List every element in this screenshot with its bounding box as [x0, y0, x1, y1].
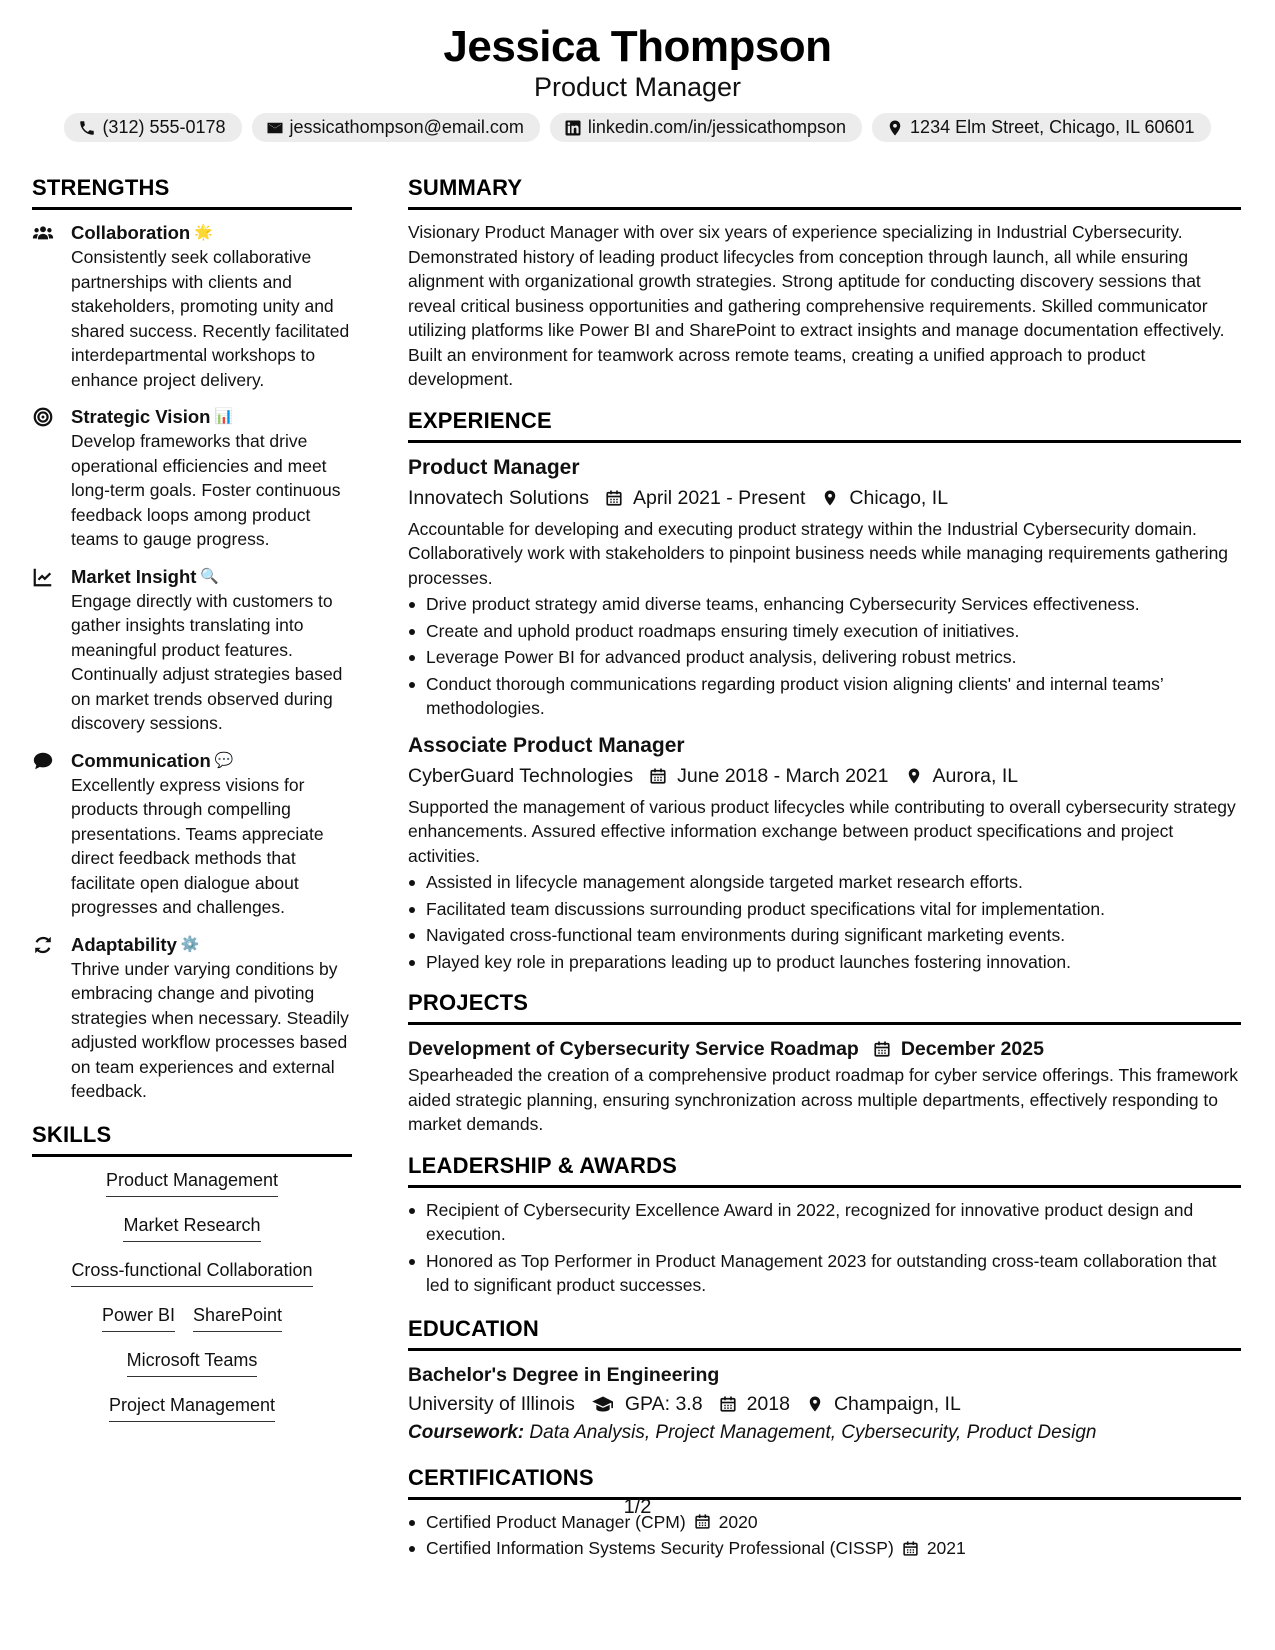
skills-heading: SKILLS: [32, 1122, 352, 1157]
education-heading: EDUCATION: [408, 1316, 1241, 1351]
linkedin-pill[interactable]: [550, 113, 862, 142]
right-column: [408, 175, 1241, 1561]
skill-row: [127, 1347, 258, 1392]
certifications-heading: CERTIFICATIONS: [408, 1465, 1241, 1500]
certification-name: Certified Information Systems Security Professional (CISSP): [426, 1538, 894, 1558]
summary-heading: SUMMARY: [408, 175, 1241, 210]
skill-tag: Project Management: [109, 1392, 275, 1422]
magnifier-emoji-icon: 🔍: [200, 567, 220, 585]
address-pill: [872, 113, 1211, 142]
job-bullets: [408, 870, 1241, 974]
sync-icon: [32, 934, 54, 956]
skill-row: [106, 1167, 278, 1212]
target-icon: [32, 406, 54, 428]
strengths-heading: STRENGTHS: [32, 175, 352, 210]
job-meta: [408, 761, 1241, 791]
certification-item: [408, 1536, 1241, 1561]
users-icon: [32, 222, 54, 244]
award-item: Recipient of Cybersecurity Excellence Award in 2022, recognized for innovative product design and execution.: [408, 1198, 1241, 1247]
experience-heading: EXPERIENCE: [408, 408, 1241, 443]
strength-item: [32, 564, 352, 736]
page-number: 1/2: [623, 1496, 652, 1518]
map-marker-icon: [886, 119, 904, 137]
certification-year: 2020: [718, 1511, 758, 1532]
bar-chart-emoji-icon: 📊: [214, 408, 234, 425]
calendar-icon: [902, 1540, 919, 1557]
candidate-role: Product Manager: [533, 72, 742, 102]
degree-title: Bachelor's Degree in Engineering: [408, 1363, 720, 1386]
leadership-list: [408, 1198, 1241, 1298]
strength-desc: Excellently express visions for products through compelling presentations. Teams appreciate direct feedback methods that facilitate open dialogue about progresses and challenges.: [71, 774, 324, 917]
comment-icon: [32, 750, 54, 772]
job-location: Aurora, IL: [932, 764, 1019, 787]
job-company: CyberGuard Technologies: [408, 764, 634, 787]
strength-item: [32, 748, 352, 920]
project-date: December 2025: [900, 1038, 1044, 1060]
job-bullet: Played key role in preparations leading up to product launches fostering innovation.: [408, 950, 1241, 975]
job-bullets: [408, 592, 1241, 721]
strength-desc: Consistently seek collaborative partnerships with clients and stakeholders, promoting unity and shared success. Recently facilitated interdepartmental workshops to enhance project delivery.: [71, 247, 350, 390]
email-text: jessicathompson@email.com: [289, 117, 524, 137]
skills-list: [32, 1167, 352, 1437]
address-text: 1234 Elm Street, Chicago, IL 60601: [910, 117, 1195, 137]
coursework-label: Coursework:: [408, 1421, 525, 1443]
job-entry: [408, 453, 1241, 721]
school-location: Champaign, IL: [833, 1392, 961, 1415]
candidate-name: Jessica Thompson: [443, 22, 832, 71]
job-bullet: Drive product strategy amid diverse teams, enhancing Cybersecurity Services effectiveness.: [408, 592, 1241, 617]
education-meta: [408, 1389, 1241, 1419]
job-bullet: Leverage Power BI for advanced product analysis, delivering robust metrics.: [408, 645, 1241, 670]
project-name: Development of Cybersecurity Service Roadmap: [408, 1038, 859, 1060]
strength-item: [32, 932, 352, 1104]
project-description: Spearheaded the creation of a comprehensive product roadmap for cyber service offerings. This framework aided strategic planning, ensuring synchronization across multiple departments, effectively responding to market demands.: [408, 1065, 1239, 1134]
job-dates: June 2018 - March 2021: [677, 764, 889, 787]
contact-bar: [0, 113, 1275, 142]
certification-year: 2021: [926, 1538, 966, 1558]
phone-pill[interactable]: [64, 113, 241, 142]
job-bullet: Assisted in lifecycle management alongside targeted market research efforts.: [408, 870, 1241, 895]
project-entry: [408, 1035, 1241, 1137]
gpa: GPA: 3.8: [624, 1392, 703, 1415]
skill-tag: Power BI: [102, 1302, 175, 1332]
project-header: [408, 1035, 1241, 1063]
strength-desc: Develop frameworks that drive operational efficiencies and meet long-term goals. Foster continuous feedback loops among product teams to gauge progress.: [71, 431, 341, 549]
envelope-icon: [266, 119, 284, 137]
skill-tag: Microsoft Teams: [127, 1347, 258, 1377]
map-marker-icon: [905, 767, 923, 785]
school-name: University of Illinois: [408, 1392, 575, 1415]
strength-title: Collaboration: [71, 222, 191, 243]
job-title: Associate Product Manager: [408, 733, 685, 757]
job-entry: [408, 731, 1241, 975]
certification-name: Certified Product Manager (CPM): [426, 1511, 686, 1532]
map-marker-icon: [821, 489, 839, 507]
job-meta: [408, 483, 1241, 513]
summary-text: Visionary Product Manager with over six years of experience specializing in Industrial Cybersecurity. Demonstrated history of leading product lifecycles from conception through launch, all while ensuring alignment with organizational growth strategies. Strong aptitude for conducting discovery sessions that reveal critical business opportunities and gathering comprehensive requirements. Skilled communicator utilizing platforms like Power BI and SharePoint to extract insights and manage documentation effectively. Built an environment for teamwork across remote teams, creating a unified approach to product development.: [408, 222, 1225, 389]
skill-tag: Market Research: [123, 1212, 260, 1242]
phone-icon: [78, 119, 96, 137]
calendar-icon: [873, 1040, 891, 1058]
job-company: Innovatech Solutions: [408, 486, 590, 509]
job-title: Product Manager: [408, 455, 580, 479]
strength-desc: Engage directly with customers to gather insights translating into meaningful product features. Continually adjust strategies based on market trends observed during discovery sessions.: [71, 590, 343, 733]
strength-item: [32, 220, 352, 392]
speech-bubble-emoji-icon: 💬: [214, 751, 234, 769]
gear-emoji-icon: ⚙️: [180, 935, 200, 953]
job-bullet: Conduct thorough communications regarding product vision aligning clients' and internal teams’ methodologies.: [408, 672, 1241, 721]
education-entry: [408, 1361, 1241, 1447]
skill-tag: SharePoint: [193, 1302, 282, 1332]
map-marker-icon: [806, 1395, 824, 1413]
linkedin-text: linkedin.com/in/jessicathompson: [587, 117, 847, 137]
job-bullet: Create and uphold product roadmaps ensuring timely execution of initiatives.: [408, 619, 1241, 644]
chart-line-icon: [32, 566, 54, 588]
job-location: Chicago, IL: [849, 486, 949, 509]
coursework-list: Data Analysis, Project Management, Cybersecurity, Product Design: [529, 1421, 1097, 1443]
job-description: Supported the management of various product lifecycles while contributing to overall cybersecurity strategy enhancements. Assured effective information exchange between product specifications and project activities.: [408, 796, 1236, 866]
job-bullet: Facilitated team discussions surrounding product specifications vital for implementation.: [408, 897, 1241, 922]
email-pill[interactable]: [252, 113, 540, 142]
projects-heading: PROJECTS: [408, 990, 1241, 1025]
skill-tag: Product Management: [106, 1167, 278, 1197]
phone-text: (312) 555-0178: [102, 117, 226, 137]
job-dates: April 2021 - Present: [633, 486, 806, 509]
award-item: Honored as Top Performer in Product Management 2023 for outstanding cross-team collaboration that led to significant product successes.: [408, 1249, 1241, 1298]
strength-title: Communication: [71, 749, 211, 771]
strength-title: Adaptability: [71, 933, 177, 955]
skill-row: [102, 1302, 282, 1347]
skill-tag: Cross-functional Collaboration: [71, 1257, 312, 1287]
left-column: [32, 175, 352, 1437]
star-emoji-icon: 🌟: [194, 224, 213, 241]
strength-desc: Thrive under varying conditions by embracing change and pivoting strategies when necessary. Steadily adjusted workflow processes based on team experiences and external feedback.: [71, 958, 349, 1101]
strength-title: Market Insight: [71, 565, 197, 587]
graduation-cap-icon: [591, 1394, 615, 1414]
job-description: Accountable for developing and executing product strategy within the Industrial Cybersecurity domain. Collaboratively work with stakeholders to pinpoint business needs while managing requirements gathering processes.: [408, 518, 1229, 588]
strength-item: [32, 404, 352, 552]
skill-row: [71, 1257, 312, 1302]
calendar-icon: [605, 489, 623, 507]
skill-row: [109, 1392, 275, 1437]
strength-title: Strategic Vision: [71, 406, 211, 427]
skill-row: [123, 1212, 260, 1257]
leadership-heading: LEADERSHIP & AWARDS: [408, 1153, 1241, 1188]
job-bullet: Navigated cross-functional team environments during significant marketing events.: [408, 923, 1241, 948]
linkedin-icon: [564, 119, 582, 137]
calendar-icon: [649, 767, 667, 785]
calendar-icon: [719, 1395, 737, 1413]
coursework: [408, 1419, 1241, 1447]
graduation-year: 2018: [746, 1392, 790, 1415]
